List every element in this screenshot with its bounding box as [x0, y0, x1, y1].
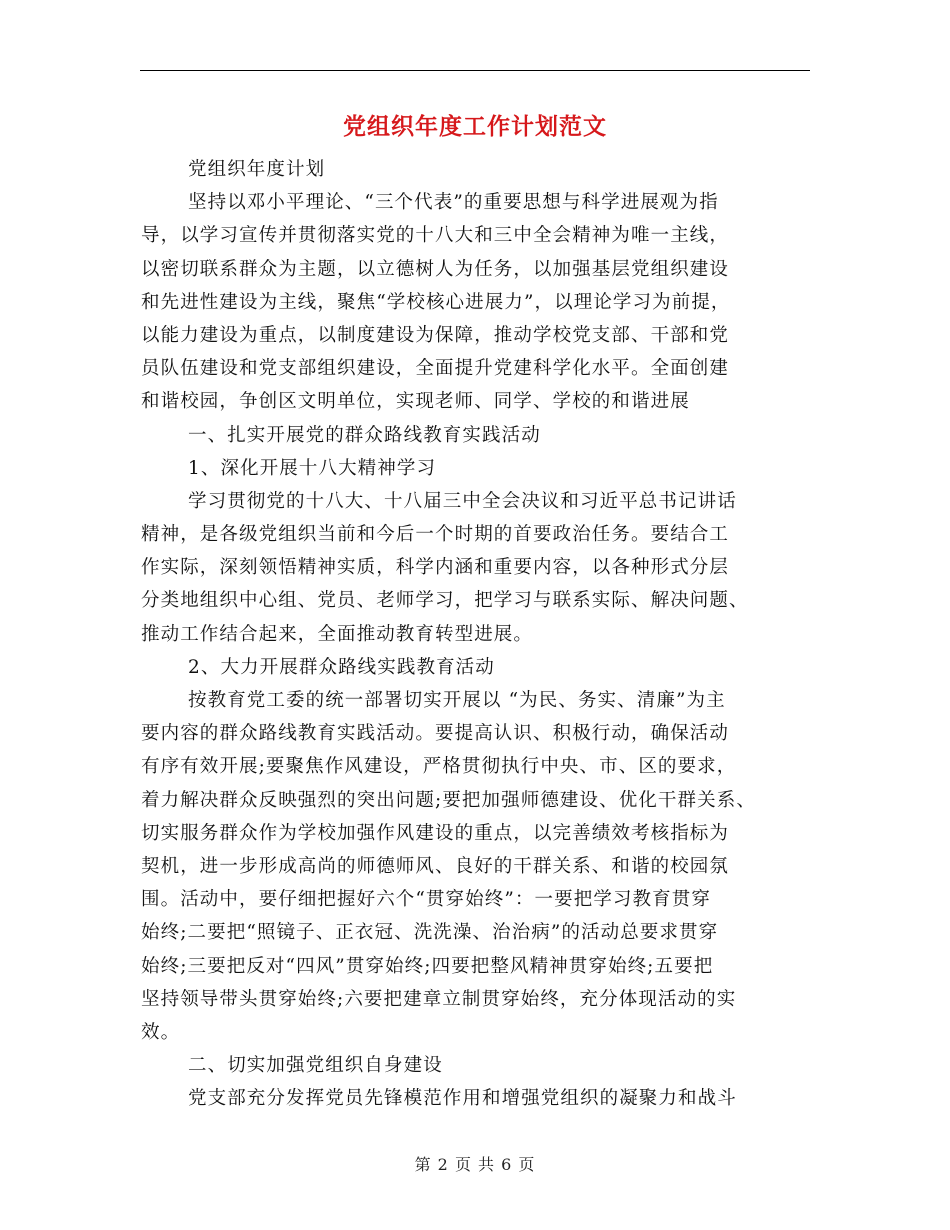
text-line: 坚持领导带头贯穿始终;六要把建章立制贯穿始终，充分体现活动的实 — [141, 988, 737, 1010]
text-line: 着力解决群众反映强烈的突出问题;要把加强师德建设、优化干群关系、 — [141, 789, 756, 811]
text-line: 按教育党工委的统一部署切实开展以 “为民、务实、清廉”为主 — [188, 690, 726, 711]
text-line: 导，以学习宣传并贯彻落实党的十八大和三中全会精神为唯一主线， — [141, 225, 730, 247]
header-rule — [140, 70, 810, 71]
text-line: 始终;二要把“照镜子、正衣冠、洗洗澡、治治病”的活动总要求贯穿 — [141, 922, 719, 944]
document-title: 党组织年度工作计划范文 — [343, 113, 607, 140]
text-line: 精神，是各级党组织当前和今后一个时期的首要政治任务。要结合工 — [141, 524, 730, 546]
text-line: 始终;三要把反对“四风”贯穿始终;四要把整风精神贯穿始终;五要把 — [141, 955, 714, 977]
text-line: 一、扎实开展党的群众路线教育实践活动 — [188, 424, 541, 446]
text-line: 效。 — [141, 1021, 181, 1043]
text-line: 分类地组织中心组、党员、老师学习，把学习与联系实际、解决问题、 — [141, 590, 749, 612]
text-line: 1、深化开展十八大精神学习 — [188, 457, 437, 479]
text-line: 坚持以邓小平理论、“三个代表”的重要思想与科学进展观为指 — [188, 192, 719, 214]
text-line: 切实服务群众作为学校加强作风建设的重点，以完善绩效考核指标为 — [141, 822, 730, 844]
text-line: 学习贯彻党的十八大、十八届三中全会决议和习近平总书记讲话 — [188, 490, 737, 512]
text-line: 有序有效开展;要聚焦作风建设，严格贯彻执行中央、市、区的要求， — [141, 756, 737, 778]
text-line: 2、大力开展群众路线实践教育活动 — [188, 656, 495, 678]
text-line: 契机，进一步形成高尚的师德师风、良好的干群关系、和谐的校园氛 — [141, 855, 730, 877]
text-line: 党支部充分发挥党员先锋模范作用和增强党组织的凝聚力和战斗 — [188, 1088, 737, 1110]
document-body — [141, 153, 821, 1115]
text-line: 以能力建设为重点，以制度建设为保障，推动学校党支部、干部和党 — [141, 324, 730, 346]
text-line: 以密切联系群众为主题，以立德树人为任务，以加强基层党组织建设 — [141, 258, 730, 280]
page-footer: 第 2 页 共 6 页 — [414, 1155, 536, 1174]
text-line: 二、切实加强党组织自身建设 — [188, 1055, 443, 1077]
text-line: 党组织年度计划 — [188, 159, 326, 180]
text-line: 围。活动中，要仔细把握好六个“贯穿始终”：一要把学习教育贯穿 — [141, 889, 711, 911]
text-line: 要内容的群众路线教育实践活动。要提高认识、积极行动，确保活动 — [141, 723, 730, 745]
text-line: 和谐校园，争创区文明单位，实现老师、同学、学校的和谐进展 — [141, 391, 690, 413]
text-line: 员队伍建设和党支部组织建设，全面提升党建科学化水平。全面创建 — [141, 358, 730, 380]
text-line: 和先进性建设为主线，聚焦“学校核心进展力”，以理论学习为前提， — [141, 291, 731, 313]
text-line: 推动工作结合起来，全面推动教育转型进展。 — [141, 623, 534, 645]
text-line: 作实际，深刻领悟精神实质，科学内涵和重要内容，以各种形式分层 — [141, 557, 730, 579]
